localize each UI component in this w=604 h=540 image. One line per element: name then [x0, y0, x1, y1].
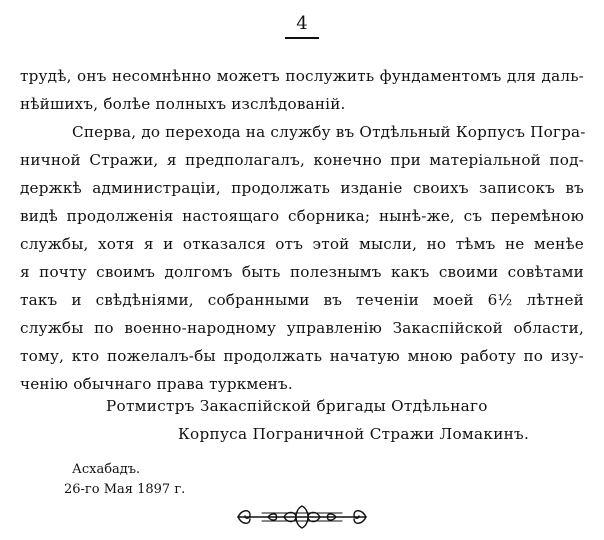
text-line: тому, кто пожелалъ-бы продолжать начатую мною работу по изу-: [20, 347, 584, 365]
body-text: [20, 62, 584, 398]
text-line: службы по военно-народному управленію Закаспійской области,: [20, 319, 584, 337]
text-line: я почту своимъ долгомъ быть полезнымъ какъ своими совѣтами: [20, 263, 584, 281]
page-number-rule: [285, 37, 319, 39]
text-line: нѣйшихъ, болѣе полныхъ изслѣдованій.: [20, 95, 346, 113]
text-line: трудѣ, онъ несомнѣнно можетъ послужить фундаментомъ для даль-: [20, 67, 584, 85]
page-number: 4: [296, 13, 308, 34]
signature-line: Корпуса Пограничной Стражи Ломакинъ.: [178, 425, 530, 443]
text-line: ченію обычнаго права туркменъ.: [20, 375, 293, 393]
text-line: ничной Стражи, я предполагалъ, конечно при матеріальной под-: [20, 151, 584, 169]
place-text: Асхабадъ.: [72, 462, 141, 477]
text-line: Сперва, до перехода на службу въ Отдѣльный Корпусъ Погра-: [72, 123, 586, 141]
date-text: 26-го Мая 1897 г.: [64, 482, 186, 497]
text-line: видѣ продолженія настоящаго сборника; нынѣ-же, съ перемѣною: [20, 207, 584, 225]
decorative-scroll-ornament-icon: [232, 504, 372, 530]
text-line: службы, хотя я и отказался отъ этой мысли, но тѣмъ не менѣе: [20, 235, 584, 253]
text-line: такъ и свѣдѣніями, собранными въ теченіи моей 6½ лѣтней: [20, 291, 584, 309]
text-line: держкѣ администраціи, продолжать изданіе своихъ записокъ въ: [20, 179, 584, 197]
signature-line: Ротмистръ Закаспійской бригады Отдѣльнаго: [106, 397, 488, 415]
